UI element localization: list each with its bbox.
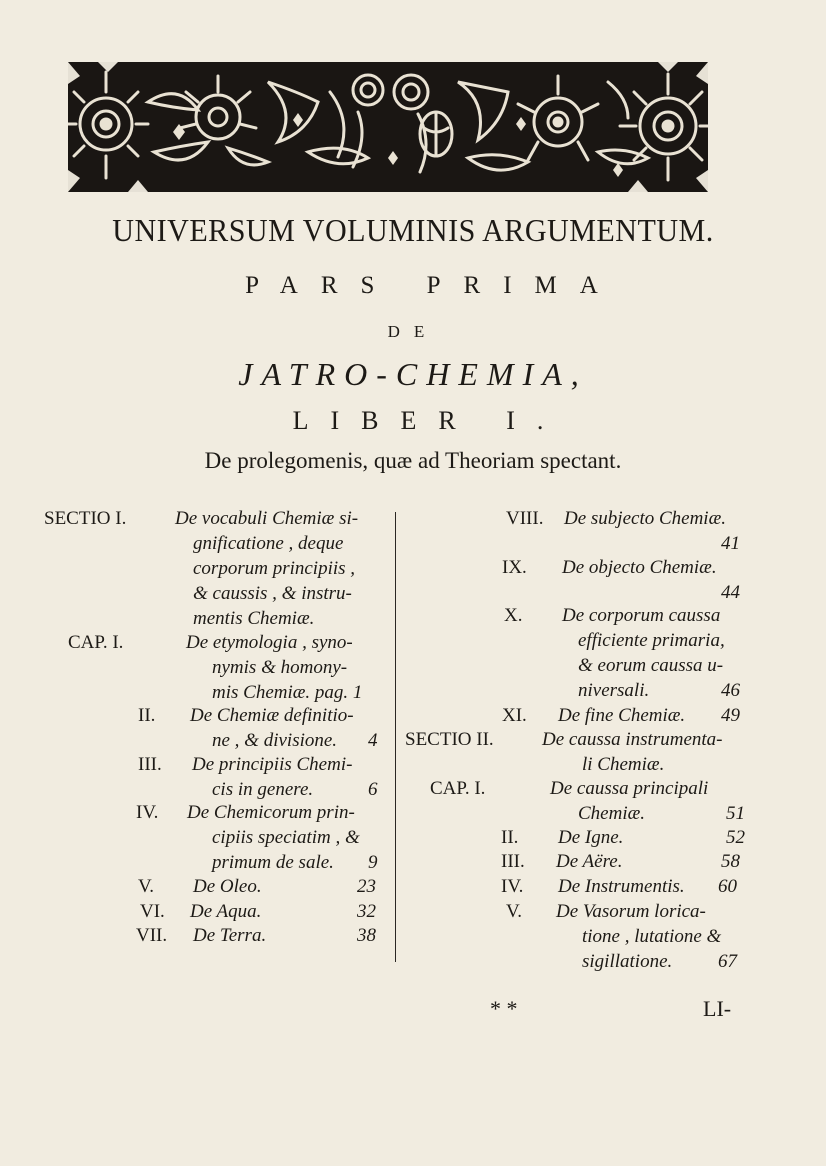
entry-line: cis in genere. <box>212 779 314 800</box>
subtitle: De prolegomenis, quæ ad Theoriam spectant. <box>204 448 622 473</box>
entry-line: primum de sale. <box>212 852 334 873</box>
entry-label: IV. <box>136 802 159 823</box>
entry-label: CAP. I. <box>68 632 124 653</box>
entry-label: VIII. <box>506 508 544 529</box>
entry-line: De fine Chemiæ. <box>558 705 686 726</box>
catchword: LI- <box>703 996 732 1021</box>
entry-line: nymis & homony- <box>212 657 348 678</box>
entry-label: SECTIO II. <box>405 729 494 750</box>
entry-line: De Vasorum lorica- <box>556 901 706 922</box>
entry-line: mentis Chemiæ. <box>193 608 315 629</box>
entry-label: V. <box>138 876 155 897</box>
entry-label: VI. <box>140 901 165 922</box>
entry-line: De etymologia , syno- <box>186 632 353 653</box>
entry-label: XI. <box>502 705 527 726</box>
page-number: 60 <box>718 876 737 897</box>
page-number: 46 <box>721 680 740 701</box>
page-number: 32 <box>357 901 376 922</box>
entry-label: IV. <box>501 876 524 897</box>
page-number: 51 <box>726 803 745 824</box>
entry-line: corporum principiis , <box>193 558 356 579</box>
entry-label: II. <box>138 705 156 726</box>
entry-label: VII. <box>136 925 168 946</box>
entry-label: IX. <box>502 557 527 578</box>
entry-line: De corporum caussa <box>562 605 721 626</box>
entry-line: niversali. <box>578 680 650 701</box>
entry-line: De Aqua. <box>190 901 262 922</box>
entry-label: II. <box>501 827 519 848</box>
entry-line: De subjecto Chemiæ. <box>564 508 727 529</box>
entry-line: tione , lutatione & <box>582 926 722 947</box>
entry-line: Chemiæ. <box>578 803 646 824</box>
page-number: 44 <box>721 582 740 603</box>
page-number: 58 <box>721 851 740 872</box>
page-number: 49 <box>721 705 740 726</box>
subject-heading: JATRO-CHEMIA, <box>238 356 588 392</box>
page-number: 9 <box>368 852 378 873</box>
entry-line: ne , & divisione. <box>212 730 338 751</box>
entry-label: III. <box>501 851 525 872</box>
page-number: 23 <box>357 876 376 897</box>
floral-headpiece-ornament <box>68 62 708 192</box>
entry-line: mis Chemiæ. pag. 1 <box>212 682 363 703</box>
page-title: UNIVERSUM VOLUMINIS ARGUMENTUM. <box>112 212 714 248</box>
entry-line: & caussis , & instru- <box>193 583 352 604</box>
entry-line: cipiis speciatim , & <box>212 827 360 848</box>
entry-line: De Chemiæ definitio- <box>190 705 354 726</box>
entry-line: gnificatione , deque <box>193 533 344 554</box>
entry-line: De caussa principali <box>550 778 709 799</box>
entry-line: sigillatione. <box>582 951 673 972</box>
page-number: 38 <box>357 925 376 946</box>
page-number: 52 <box>726 827 745 848</box>
entry-line: De Terra. <box>193 925 267 946</box>
entry-line: De objecto Chemiæ. <box>562 557 717 578</box>
entry-label: SECTIO I. <box>44 508 127 529</box>
page-number: 41 <box>721 533 740 554</box>
entry-line: De Chemicorum prin- <box>187 802 355 823</box>
entry-label: V. <box>506 901 523 922</box>
entry-line: De Aëre. <box>556 851 623 872</box>
pars-heading: PARS PRIMA <box>245 272 621 299</box>
entry-line: De vocabuli Chemiæ si- <box>175 508 359 529</box>
entry-line: De caussa instrumenta- <box>542 729 723 750</box>
entry-line: De Igne. <box>558 827 624 848</box>
entry-line: De Instrumentis. <box>558 876 685 897</box>
entry-label: CAP. I. <box>430 778 486 799</box>
entry-label: X. <box>504 605 523 626</box>
column-divider <box>395 512 396 962</box>
de-heading: DE <box>387 322 439 341</box>
liber-heading: LIBER I. <box>292 406 566 435</box>
entry-line: De Oleo. <box>193 876 262 897</box>
signature-mark: * * <box>490 996 518 1021</box>
entry-label: III. <box>138 754 162 775</box>
entry-line: & eorum caussa u- <box>578 655 724 676</box>
page-number: 67 <box>718 951 737 972</box>
entry-line: li Chemiæ. <box>582 754 665 775</box>
entry-line: efficiente primaria, <box>578 630 725 651</box>
page-number: 6 <box>368 779 378 800</box>
page-number: 4 <box>368 730 378 751</box>
entry-line: De principiis Chemi- <box>192 754 353 775</box>
